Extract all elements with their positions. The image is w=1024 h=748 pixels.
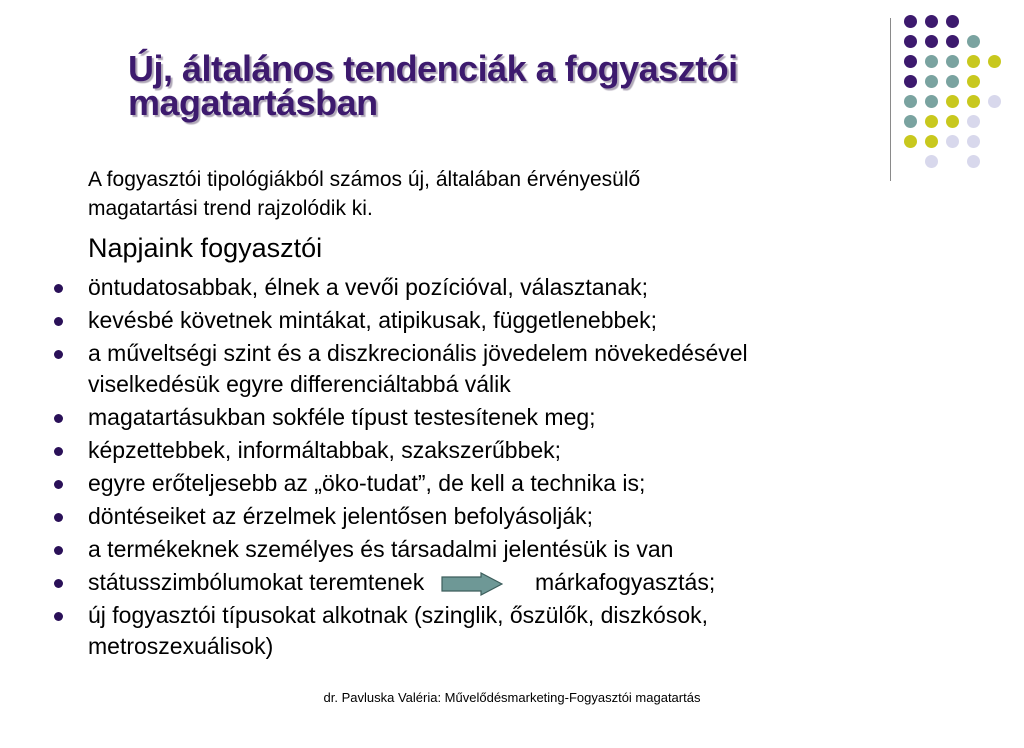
decor-dot [904,115,917,128]
bullet-text-left: státusszimbólumokat teremtenek [88,569,425,595]
bullet-text: új fogyasztói típusokat alkotnak (szinglik, őszülők, diszkósok, [88,602,709,628]
vertical-divider [890,18,891,181]
bullet-dot-icon [54,480,63,489]
slide-title-line-1: Új, általános tendenciák a fogyasztói [128,48,738,89]
bullet-dot-icon [54,513,63,522]
bullet-dot-icon [54,546,63,555]
bullet-dot-icon [54,414,63,423]
bullet-text: a termékeknek személyes és társadalmi jelentésük is van [88,536,674,562]
decor-dot [904,15,917,28]
decor-dot [967,155,980,168]
decor-dot [946,75,959,88]
decor-dot [967,75,980,88]
decor-dot [967,95,980,108]
intro-line-1: A fogyasztói tipológiákból számos új, általában érvényesülő [88,168,641,191]
decor-dot [904,75,917,88]
bullet-item [0,272,748,303]
decor-dot [925,15,938,28]
decor-dot [946,35,959,48]
bullet-text-right: márkafogyasztás; [534,569,716,595]
intro-line-2: magatartási trend rajzolódik ki. [88,197,373,220]
decor-dot [988,55,1001,68]
bullet-text-continued: viselkedésük egyre differenciáltabbá válik [88,371,511,397]
decor-dot [967,135,980,148]
bullet-text: kevésbé követnek mintákat, atipikusak, függetlenebbek; [88,307,657,333]
decor-dot [946,95,959,108]
bullet-item [0,468,748,499]
bullet-item [0,501,748,532]
bullet-dot-icon [54,284,63,293]
decor-dot [925,35,938,48]
decor-dot [967,35,980,48]
decor-dot [967,55,980,68]
decor-dot [925,75,938,88]
slide-title-line-2: magatartásban [128,82,378,123]
slide-title [128,48,738,123]
decor-dot [904,95,917,108]
decor-dot [925,155,938,168]
bullet-item [0,534,748,565]
decor-dot [946,15,959,28]
bullet-text: képzettebbek, informáltabbak, szakszerűbbek; [88,437,562,463]
bullet-item [0,338,748,400]
intro-paragraph [88,165,640,223]
decor-dot [946,135,959,148]
slide-footer: dr. Pavluska Valéria: Művelődésmarketing-Fogyasztói magatartás [323,690,701,705]
bullet-item [0,600,748,662]
bullet-text-continued: metroszexuálisok) [88,633,274,659]
bullet-text: egyre erőteljesebb az „öko-tudat”, de kell a technika is; [88,470,646,496]
bullet-text [88,567,748,598]
decor-dot [946,55,959,68]
bullet-item [0,435,748,466]
bullet-dot-icon [54,579,63,588]
bullet-item [0,402,748,433]
decor-dot [925,55,938,68]
section-heading: Napjaink fogyasztói [88,233,323,263]
bullet-text: döntéseiket az érzelmek jelentősen befolyásolják; [88,503,594,529]
bullet-dot-icon [54,317,63,326]
decor-dot [925,95,938,108]
decor-dot [904,35,917,48]
decor-dot [988,95,1001,108]
decor-dot [967,115,980,128]
decor-dot [904,135,917,148]
right-arrow-icon [441,572,503,596]
bullet-dot-icon [54,350,63,359]
decor-dot [946,115,959,128]
decor-dot [904,55,917,68]
bullet-list [0,272,748,664]
bullet-text: magatartásukban sokféle típust testesítenek meg; [88,404,596,430]
decor-dot [925,115,938,128]
bullet-dot-icon [54,612,63,621]
bullet-text: öntudatosabbak, élnek a vevői pozícióval, választanak; [88,274,649,300]
bullet-item [0,305,748,336]
decor-dot [925,135,938,148]
bullet-item [0,567,748,598]
bullet-dot-icon [54,447,63,456]
bullet-text: a műveltségi szint és a diszkrecionális jövedelem növekedésével [88,340,748,366]
